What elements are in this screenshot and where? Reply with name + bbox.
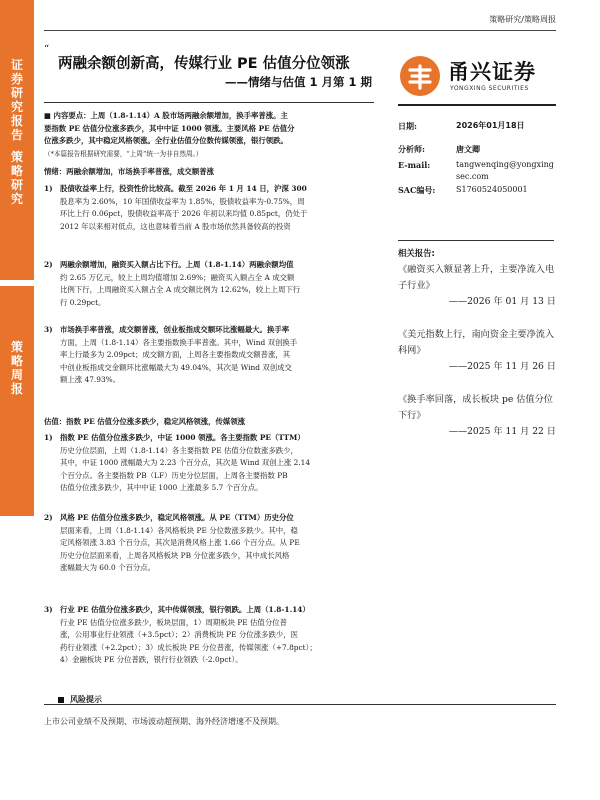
summary-note: （*本篇报告根据研究需要，“上周”统一为非自然周。） [44, 150, 203, 158]
meta-date: 日期: 2026年01月18日 [398, 121, 525, 131]
sentiment-item: 2) 两融余额增加，融资买入额占比下行。上周（1.8-1.14）两融余额均值 约 2.65 万亿元，较上上周均值增加 2.69%；融资买入额占全 A 成交额 比例下行，上周融资买入额占全 A 成交额比例为 12.62%，较上上周下行 行 0.29pct。 [44, 260, 301, 307]
meta-panel [398, 120, 554, 197]
summary-block: ■ 内容要点：上周（1.8-1.14）A 股市场两融余额增加，换手率普涨。主 要指数 PE 估值分位涨多跌少，其中中证 1000 领涨。主要风格 PE 估值分 位涨多跌少，其中稳定风格领涨。全行业估值分位数传媒领涨，银行领跌。 [44, 111, 295, 146]
related-title: 相关报告: [398, 248, 435, 258]
valuation-item: 2) 风格 PE 估值分位涨多跌少，稳定风格领涨。从 PE（TTM）历史分位 层面来看，上周（1.8-1.14）各风格板块 PE 分位数涨多跌少。其中，稳 定风格领涨 3.83 个百分点，其次是消费风格上涨 1.66 个百分点。从 PE 历史分位层面来看，上周各风格板块 PB 分位涨多跌少，其中成长风格 涨幅最大为 60.0 个百分点。 [44, 513, 300, 573]
email-link[interactable]: tangwenqing@yongxingsec.com [456, 159, 554, 182]
related-report[interactable]: 《换手率回落，成长板块 pe 估值分位下行》 ——2025 年 11 月 22 日 [398, 394, 556, 438]
logo-name: 甬兴证券 [448, 60, 536, 84]
header-divider [44, 30, 556, 31]
main-content [44, 100, 376, 748]
valuation-heading: 估值：指数 PE 估值分位涨多跌少，稳定风格领涨，传媒领涨 [44, 417, 246, 426]
bullet-square-icon [58, 697, 64, 703]
related-report[interactable]: 《融资买入额显著上升，主要净流入电子行业》 ——2026 年 01 月 13 日 [398, 264, 556, 308]
sentiment-item: 3) 市场换手率普涨，成交额普涨，创业板指成交额环比涨幅最大。换手率 方面，上周（1.8-1.14）各主要指数换手率普涨。其中，Wind 双创换手 率上行最多为 2.09pct；成交额方面，上周各主要指数成交额普涨，其 中创业板指成交金额环比涨幅最大为 49.04%，其次是 Wind 双创成交 额上涨 47.93%。 [44, 325, 298, 385]
risk-divider [44, 704, 556, 705]
report-subtitle: ——情绪与估值 1 月第 1 期 [224, 75, 372, 89]
risk-title: 风险提示 [58, 694, 102, 705]
related-report[interactable]: 《美元指数上行，南向资金主要净流入科网》 ——2025 年 11 月 26 日 [398, 329, 556, 373]
meta-analyst: 分析师: 唐文卿 [398, 143, 480, 154]
logo-english: YONGXING SECURITIES [450, 85, 529, 92]
meta-sac: SAC编号: S1760524050001 [398, 185, 528, 196]
risk-text: 上市公司业绩不及预期、市场波动超预期、海外经济增速不及预期。 [44, 717, 284, 726]
sentiment-item: 1) 股债收益率上行，投资性价比较高。截至 2026 年 1 月 14 日，沪深 300 股息率为 2.60%，10 年国债收益率为 1.85%，股债收益率为-0.75%，周 环比上行 0.06pct，股债收益率高于 2026 年初以来均值 0.85pct，仍处于 2012 年以来相对低点，这也意味着当前 A 股市场依然具备较高的投资 [44, 184, 308, 231]
logo-mark-icon [400, 56, 440, 96]
sidebar-label-mid: 策 略 周 报 [10, 340, 23, 396]
valuation-item: 3) 行业 PE 估值分位涨多跌少，其中传媒领涨，银行领跌。上周（1.8-1.14） 行业 PE 估值分位涨多跌少，板块层面，1）周期板块 PE 估值分位普 涨，公用事业行业领涨（+3.5pct）；2）消费板块 PE 分位涨多跌少，医 药行业领涨（+2.2pct）；3）成长板块 PE 分位普涨，传媒领涨（+7.8pct）； 4）金融板块 PE 分位普跌，银行行业领跌（-2.0pct）。 [44, 605, 317, 665]
meta-email: E-mail: tangwenqing@yongxingsec.com [398, 159, 554, 185]
sentiment-heading: 情绪：两融余额增加，市场换手率普涨，成交额普涨 [44, 167, 214, 176]
sidebar-band-mid [0, 286, 34, 516]
company-logo [400, 56, 560, 100]
logo-divider [398, 104, 556, 106]
report-title: 两融余额创新高，传媒行业 PE 估值分位领涨 [58, 56, 350, 72]
title-marker: “ [44, 44, 50, 55]
valuation-item: 1) 指数 PE 估值分位涨多跌少，中证 1000 领涨。各主要指数 PE（TTM） 历史分位层面，上周（1.8-1.14）各主要指数 PE 估值分位数涨多跌少， 其中，中证 1000 涨幅最大为 2.23 个百分点，其次是 Wind 双创上涨 2.14 个百分点。各主要指数 PB（LF）历史分位层面，上周各主要指数 PB 估值分位涨多跌少，其中中证 1000 上涨最多 5.7 个百分点。 [44, 433, 311, 493]
sidebar-label-top: 证 券 研 究 报 告 策 略 研 究 [10, 58, 23, 206]
header-tag: 策略研究/策略周报 [489, 15, 556, 24]
related-divider [398, 240, 554, 241]
